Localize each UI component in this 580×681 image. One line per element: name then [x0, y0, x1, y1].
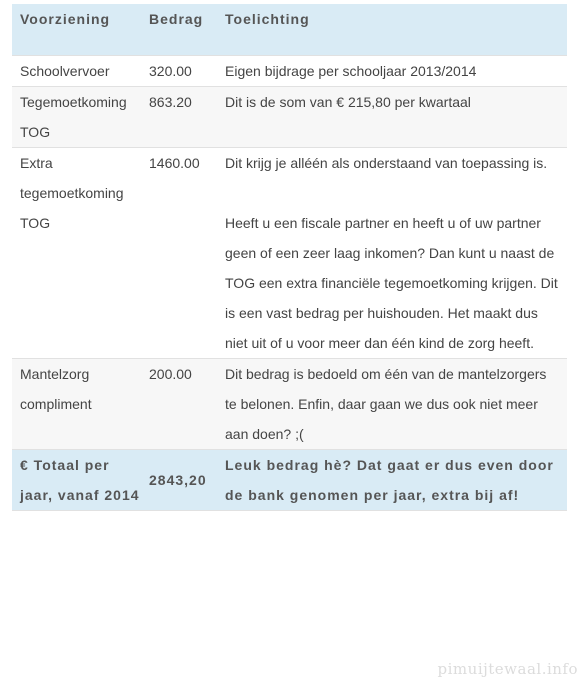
cell-voorziening: Schoolvervoer [20, 63, 110, 79]
cell-toelichting: Dit bedrag is bedoeld om één van de mantelzorgers te belonen. Enfin, daar gaan we dus ook niet meer aan doen? ;( [225, 366, 547, 442]
total-row [12, 450, 567, 511]
cell-toelichting: Eigen bijdrage per schooljaar 2013/2014 [225, 63, 477, 79]
toelichting-paragraph: Heeft u een fiscale partner en heeft u of uw partner geen of een zeer laag inkomen? Dan kunt u naast de TOG een extra financiële tegemoetkoming krijgen. Dit is een vast bedrag per huishouden. Het maakt dus niet uit of u voor meer dan één kind de zorg heeft. [225, 215, 558, 351]
cell-voorziening: Mantelzorg compliment [20, 366, 92, 412]
paragraph-gap [225, 178, 561, 208]
total-amount: 2843,20 [141, 450, 217, 511]
cell-bedrag: 320.00 [149, 63, 192, 79]
header-row [12, 4, 567, 56]
watermark: pimuijtewaal.info [437, 660, 578, 678]
header-voorziening: Voorziening [12, 4, 141, 56]
table-row [12, 148, 567, 359]
cell-bedrag: 200.00 [149, 366, 192, 382]
table-row [12, 56, 567, 87]
cell-voorziening: Extra tegemoetkoming TOG [20, 155, 124, 231]
table-row [12, 87, 567, 148]
header-toelichting: Toelichting [217, 4, 567, 56]
total-label: € Totaal per jaar, vanaf 2014 [12, 450, 141, 511]
toelichting-line: Dit krijg je alléén als onderstaand van toepassing is. [225, 155, 548, 171]
header-bedrag: Bedrag [141, 4, 217, 56]
table-row [12, 359, 567, 450]
total-comment: Leuk bedrag hè? Dat gaat er dus even door de bank genomen per jaar, extra bij af! [217, 450, 567, 511]
cell-bedrag: 863.20 [149, 94, 192, 110]
cell-toelichting: Dit is de som van € 215,80 per kwartaal [225, 94, 471, 110]
subsidy-table [12, 4, 567, 511]
cell-voorziening: Tegemoetkoming TOG [20, 94, 127, 140]
cell-toelichting [217, 148, 567, 359]
cell-bedrag: 1460.00 [149, 155, 200, 171]
